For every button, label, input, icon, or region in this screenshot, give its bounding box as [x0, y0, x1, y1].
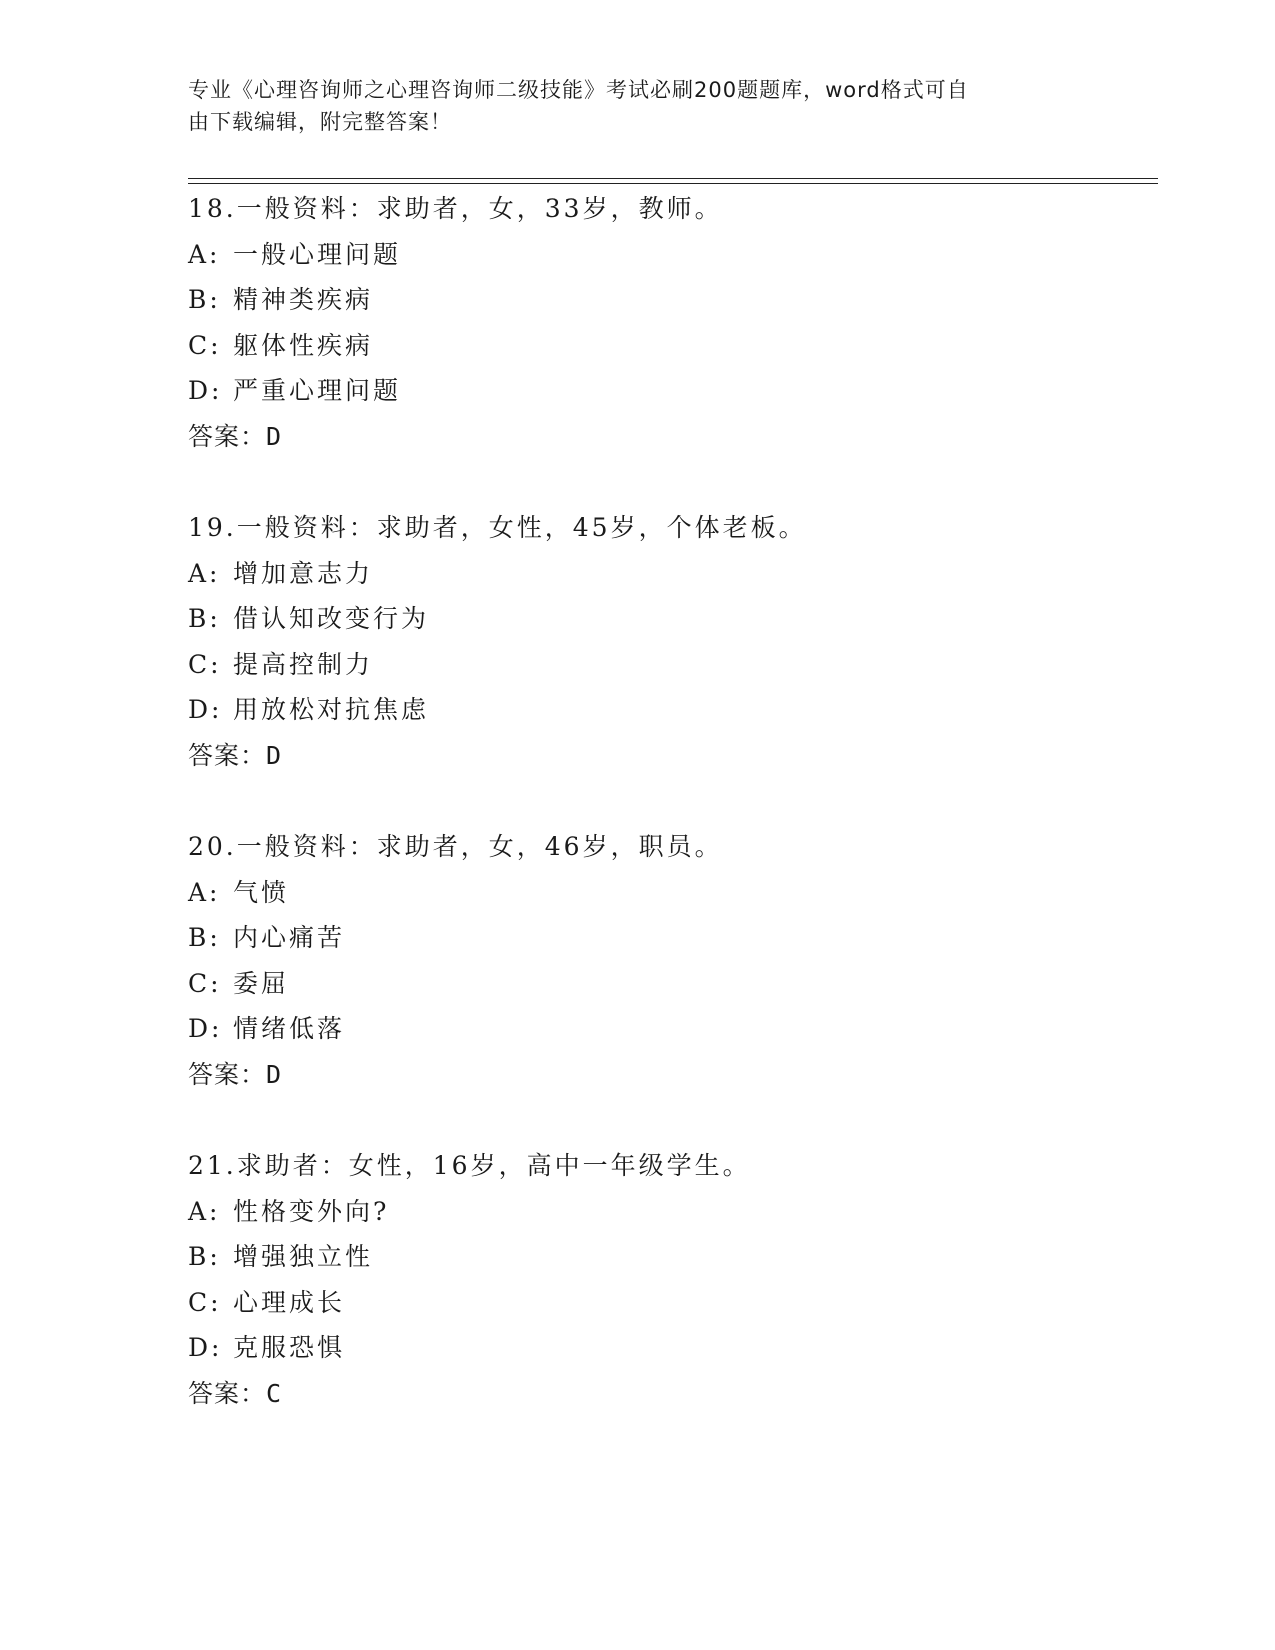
option-label: D: [188, 376, 223, 405]
option-label: D: [188, 1333, 223, 1362]
answer-value: D [266, 1059, 283, 1089]
option-label: A: [188, 239, 221, 269]
option-label: B: [188, 923, 221, 952]
question-block [188, 824, 1148, 1097]
option-label: A: [188, 558, 221, 588]
option-label: C: [188, 649, 222, 679]
document-intro [188, 74, 1068, 138]
option-label: A: [188, 877, 221, 907]
answer-value: C [266, 1378, 283, 1408]
header-rule-top [188, 178, 1158, 179]
option-d [188, 1325, 1148, 1371]
question-block [188, 1143, 1148, 1416]
option-label: A: [188, 1196, 221, 1226]
option-c [188, 961, 1148, 1007]
option-d [188, 1006, 1148, 1052]
option-label: D: [188, 695, 223, 724]
option-text: 增强独立性 [233, 1242, 374, 1271]
option-text: 委屈 [233, 968, 290, 998]
answer-line [188, 1052, 1148, 1098]
option-d [188, 368, 1148, 414]
question-block [188, 186, 1148, 459]
option-c [188, 1280, 1148, 1326]
answer-label: 答案： [188, 740, 267, 770]
option-b [188, 915, 1148, 961]
answer-line [188, 1371, 1148, 1417]
option-label: C: [188, 1287, 222, 1317]
answer-value: D [266, 421, 283, 451]
option-text: 克服恐惧 [233, 1333, 346, 1362]
option-text: 性格变外向? [233, 1196, 390, 1226]
answer-line [188, 414, 1148, 460]
answer-label: 答案： [188, 1059, 267, 1089]
answer-label: 答案： [188, 421, 267, 451]
option-label: B: [188, 604, 221, 633]
answer-label: 答案： [188, 1378, 267, 1408]
option-a [188, 232, 1148, 278]
option-b [188, 1234, 1148, 1280]
option-label: C: [188, 968, 222, 998]
question-block [188, 505, 1148, 778]
option-text: 躯体性疾病 [233, 330, 374, 360]
option-text: 提高控制力 [233, 649, 374, 679]
option-a [188, 551, 1148, 597]
option-text: 情绪低落 [233, 1014, 346, 1043]
option-b [188, 596, 1148, 642]
option-text: 一般心理问题 [233, 239, 402, 269]
option-d [188, 687, 1148, 733]
option-text: 气愤 [233, 877, 290, 907]
intro-line-2: 由下载编辑，附完整答案！ [188, 110, 452, 134]
option-b [188, 277, 1148, 323]
question-stem: 19.一般资料：求助者，女性，45岁，个体老板。 [188, 513, 807, 542]
option-label: B: [188, 1242, 221, 1271]
answer-value: D [266, 740, 283, 770]
option-a [188, 870, 1148, 916]
intro-line-1: 专业《心理咨询师之心理咨询师二级技能》考试必刷200题题库，word格式可自 [188, 78, 969, 102]
option-a [188, 1189, 1148, 1235]
option-label: B: [188, 285, 221, 314]
question-stem: 20.一般资料：求助者，女，46岁，职员。 [188, 832, 723, 861]
option-label: C: [188, 330, 222, 360]
option-text: 用放松对抗焦虑 [233, 695, 430, 724]
option-text: 借认知改变行为 [233, 604, 430, 633]
option-text: 严重心理问题 [233, 376, 402, 405]
option-label: D: [188, 1014, 223, 1043]
option-c [188, 323, 1148, 369]
option-text: 内心痛苦 [233, 923, 346, 952]
answer-line [188, 733, 1148, 779]
option-text: 精神类疾病 [233, 285, 374, 314]
option-c [188, 642, 1148, 688]
question-stem: 18.一般资料：求助者，女，33岁，教师。 [188, 194, 723, 223]
option-text: 心理成长 [233, 1287, 346, 1317]
question-stem: 21.求助者：女性，16岁，高中一年级学生。 [188, 1151, 751, 1180]
option-text: 增加意志力 [233, 558, 374, 588]
header-rule-bottom [188, 183, 1158, 184]
